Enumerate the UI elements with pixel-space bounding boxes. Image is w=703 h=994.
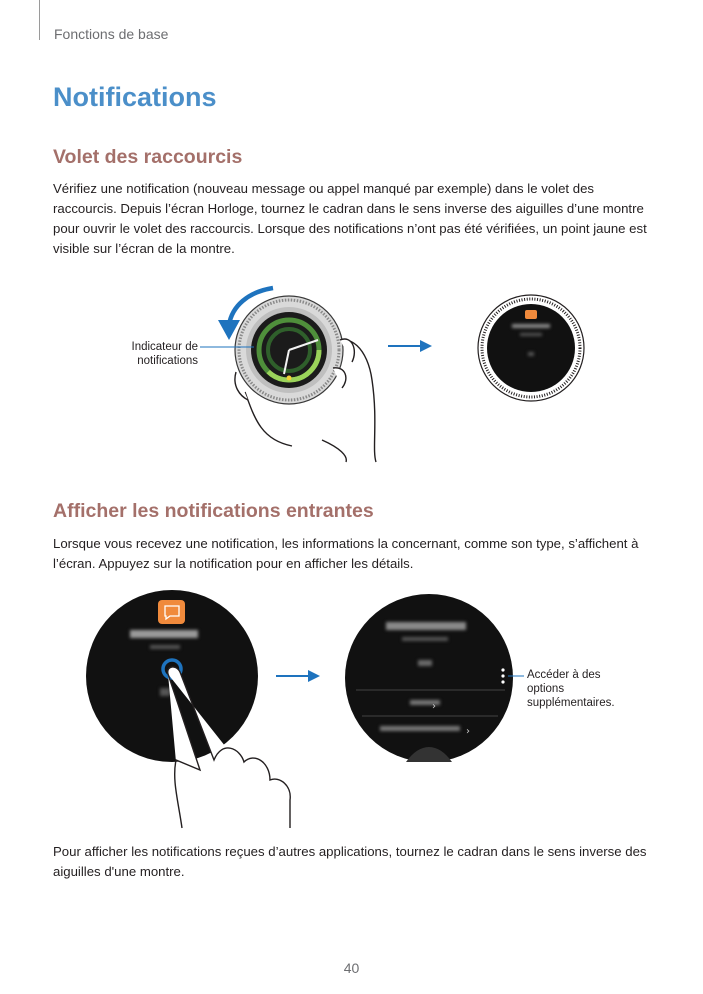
section-body-incoming: Lorsque vous recevez une notification, les informations la concernant, comme son type, s’affichent à l’écran. Appuyez sur la notification pour en afficher les détails.: [53, 536, 639, 571]
section-heading-incoming: Afficher les notifications entrantes: [53, 500, 374, 522]
chapter-header: Fonctions de base: [54, 26, 169, 42]
watch-detail-screen: [345, 594, 513, 762]
callout-notification-indicator: Indicateur de notifications: [131, 341, 198, 367]
footer-paragraph: Pour afficher les notifications reçues d’autres applications, tournez le cadran dans le sens inverse des aiguilles d'une montre.: [53, 844, 647, 879]
svg-text:›: ›: [432, 701, 436, 712]
page-title: Notifications: [53, 82, 217, 112]
section-body-shortcuts: Vérifiez une notification (nouveau message ou appel manqué par exemple) dans le volet des raccourcis. Depuis l’écran Horloge, tournez le cadran dans le sens inverse des aiguilles d’une montre pour ouvrir le volet des raccourcis. Lorsque des notifications n’ont pas été vérifiées, un point jaune est visible sur l’écran de la montre.: [53, 181, 647, 256]
section-heading-shortcuts: Volet des raccourcis: [53, 146, 243, 168]
page-number: 40: [343, 960, 360, 976]
svg-text:›: ›: [466, 726, 470, 737]
callout-more-options: Accéder à des options supplémentaires.: [527, 669, 615, 709]
more-options-icon: [501, 668, 504, 683]
